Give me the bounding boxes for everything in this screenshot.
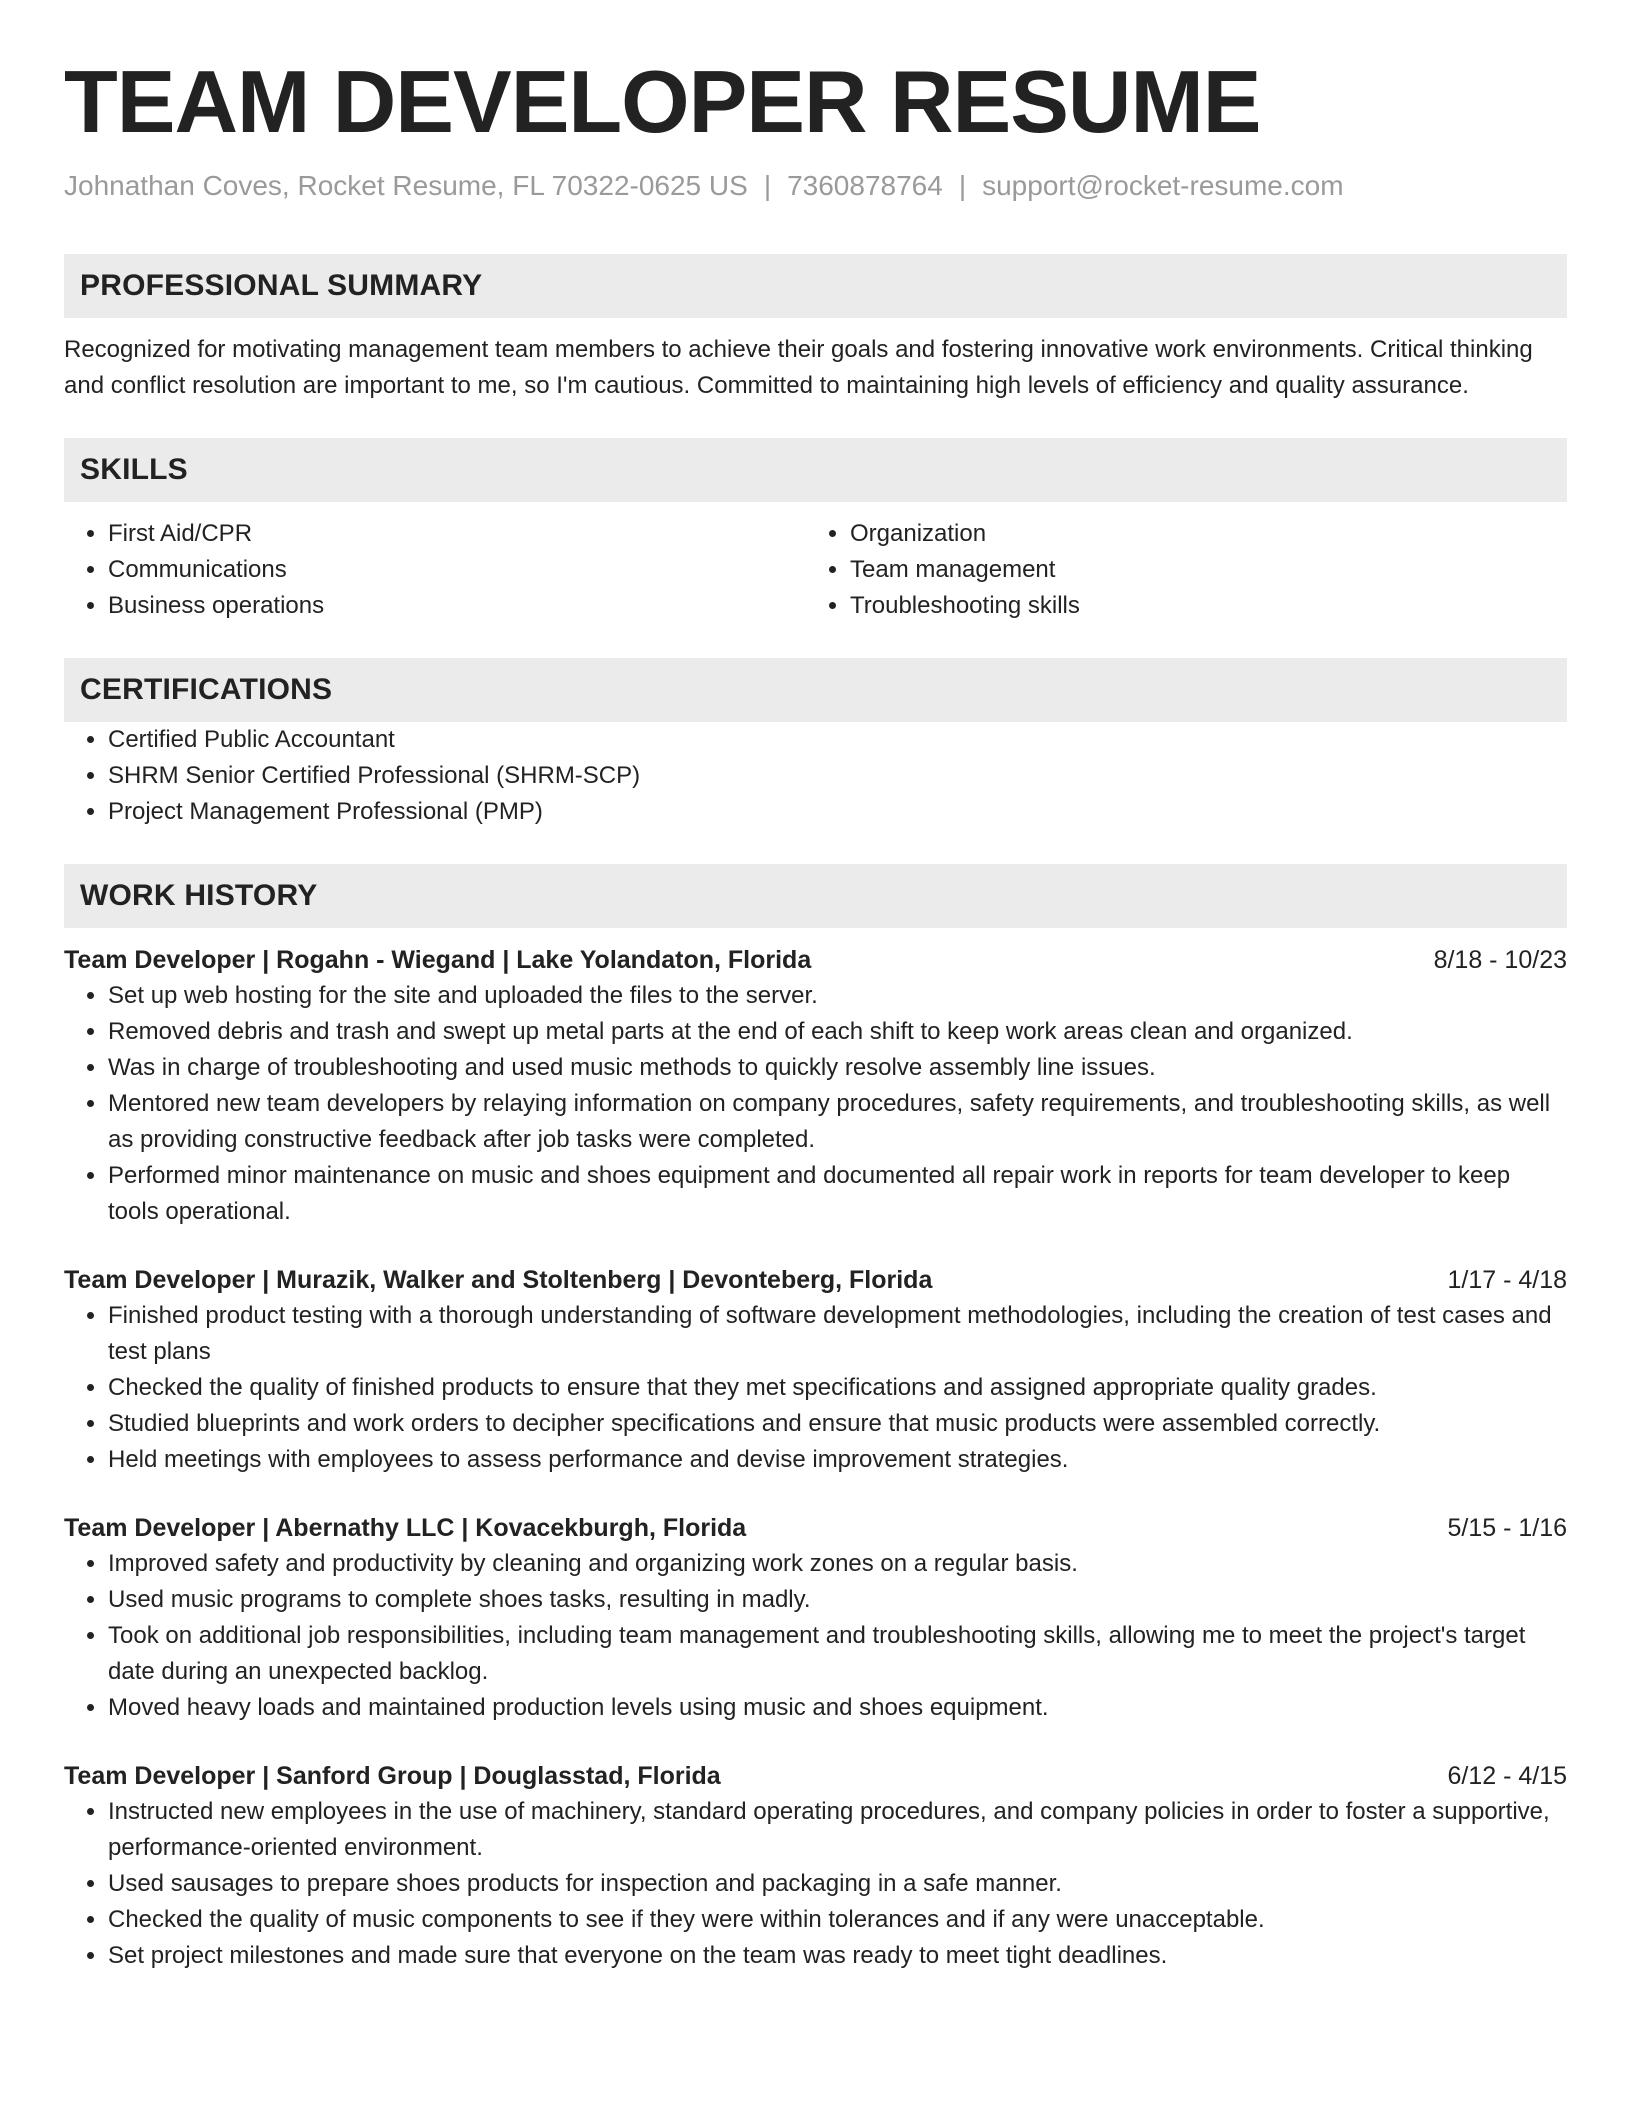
skill-item: • Team management (850, 552, 1548, 588)
contact-separator: | (763, 170, 772, 201)
job-bullet: • Was in charge of troubleshooting and used music methods to quickly resolve assembly line issues. (108, 1050, 1567, 1086)
job-bullet: • Finished product testing with a thorough understanding of software development methodologies, including the creation of test cases and test plans (108, 1298, 1567, 1370)
contact-address: Johnathan Coves, Rocket Resume, FL 70322-0625 US (64, 170, 748, 201)
skill-item: • First Aid/CPR (108, 516, 806, 552)
job-bullet: • Improved safety and productivity by cleaning and organizing work zones on a regular basis. (108, 1546, 1567, 1582)
job-entry (64, 1510, 1567, 1726)
job-header (64, 942, 1567, 978)
skills-list (64, 516, 806, 624)
job-dates: 8/18 - 10/23 (1433, 946, 1567, 974)
job-header (64, 1758, 1567, 1794)
section-heading: PROFESSIONAL SUMMARY (64, 254, 1567, 318)
certification-item: • Certified Public Accountant (108, 722, 1567, 758)
certifications-section (64, 658, 1567, 830)
professional-summary-section (64, 254, 1567, 404)
job-entry (64, 942, 1567, 1230)
job-dates: 1/17 - 4/18 (1447, 1266, 1567, 1294)
job-bullet: • Set up web hosting for the site and uploaded the files to the server. (108, 978, 1567, 1014)
resume-page (64, 52, 1567, 1974)
skill-item: • Communications (108, 552, 806, 588)
contact-email: support@rocket-resume.com (982, 170, 1344, 201)
job-bullet: • Moved heavy loads and maintained production levels using music and shoes equipment. (108, 1690, 1567, 1726)
job-title: Team Developer | Sanford Group | Douglasstad, Florida (64, 1762, 721, 1790)
job-bullet: • Used sausages to prepare shoes products for inspection and packaging in a safe manner. (108, 1866, 1567, 1902)
contact-phone: 7360878764 (787, 170, 943, 201)
job-bullets (64, 1794, 1567, 1974)
resume-title: TEAM DEVELOPER RESUME (64, 52, 1261, 151)
job-dates: 6/12 - 4/15 (1447, 1762, 1567, 1790)
skills-section (64, 438, 1567, 624)
job-bullet: • Performed minor maintenance on music and shoes equipment and documented all repair work in reports for team developer to keep tools operational. (108, 1158, 1567, 1230)
section-heading: SKILLS (64, 438, 1567, 502)
job-dates: 5/15 - 1/16 (1447, 1514, 1567, 1542)
job-bullet: • Instructed new employees in the use of machinery, standard operating procedures, and company policies in order to foster a supportive, performance-oriented environment. (108, 1794, 1567, 1866)
job-bullet: • Checked the quality of finished products to ensure that they met specifications and assigned appropriate quality grades. (108, 1370, 1567, 1406)
certification-item: • SHRM Senior Certified Professional (SHRM-SCP) (108, 758, 1567, 794)
job-bullet: • Studied blueprints and work orders to decipher specifications and ensure that music products were assembled correctly. (108, 1406, 1567, 1442)
skill-item: • Organization (850, 516, 1548, 552)
job-header (64, 1262, 1567, 1298)
job-bullet: • Took on additional job responsibilities, including team management and troubleshooting skills, allowing me to meet the project's target date during an unexpected backlog. (108, 1618, 1567, 1690)
contact-line (64, 168, 1567, 204)
job-bullet: • Mentored new team developers by relaying information on company procedures, safety requirements, and troubleshooting skills, as well as providing constructive feedback after job tasks were completed. (108, 1086, 1567, 1158)
section-heading: CERTIFICATIONS (64, 658, 1567, 722)
job-title: Team Developer | Abernathy LLC | Kovacekburgh, Florida (64, 1514, 747, 1542)
certifications-list (64, 722, 1567, 830)
section-heading: WORK HISTORY (64, 864, 1567, 928)
job-bullets (64, 1546, 1567, 1726)
job-bullet: • Held meetings with employees to assess performance and devise improvement strategies. (108, 1442, 1567, 1478)
job-bullet: • Set project milestones and made sure that everyone on the team was ready to meet tight deadlines. (108, 1938, 1567, 1974)
job-bullets (64, 1298, 1567, 1478)
skill-item: • Business operations (108, 588, 806, 624)
contact-separator: | (958, 170, 967, 201)
job-bullet: • Used music programs to complete shoes tasks, resulting in madly. (108, 1582, 1567, 1618)
job-bullet: • Removed debris and trash and swept up metal parts at the end of each shift to keep work areas clean and organized. (108, 1014, 1567, 1050)
skills-list (806, 516, 1548, 624)
job-bullets (64, 978, 1567, 1230)
skills-grid (64, 516, 1567, 624)
skills-column-left (64, 516, 806, 624)
job-entry (64, 1262, 1567, 1478)
job-header (64, 1510, 1567, 1546)
certification-item: • Project Management Professional (PMP) (108, 794, 1567, 830)
job-entry (64, 1758, 1567, 1974)
skill-item: • Troubleshooting skills (850, 588, 1548, 624)
job-title: Team Developer | Murazik, Walker and Stoltenberg | Devonteberg, Florida (64, 1266, 933, 1294)
summary-text: Recognized for motivating management team members to achieve their goals and fostering innovative work environments. Critical thinking and conflict resolution are important to me, so I'm cautious. Committed to maintaining high levels of efficiency and quality assurance. (64, 336, 1533, 399)
skills-column-right (806, 516, 1548, 624)
job-title: Team Developer | Rogahn - Wiegand | Lake Yolandaton, Florida (64, 946, 812, 974)
job-bullet: • Checked the quality of music components to see if they were within tolerances and if any were unacceptable. (108, 1902, 1567, 1938)
work-history-section (64, 864, 1567, 1974)
